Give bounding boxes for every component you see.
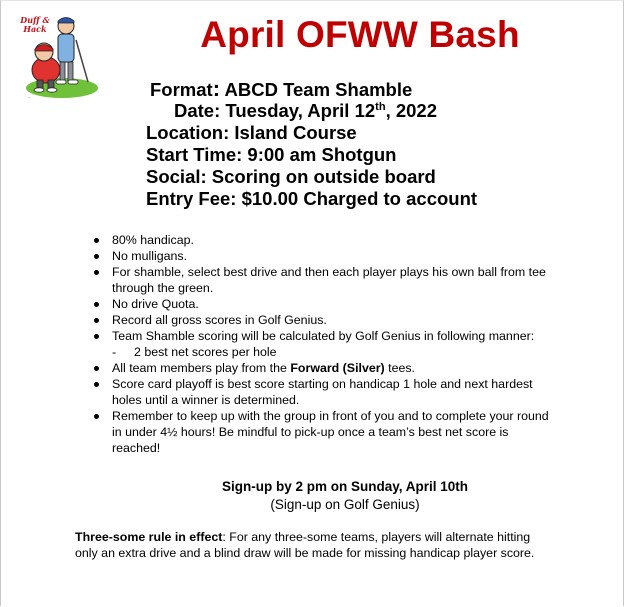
threesome-rule-label: Three-some rule in effect — [75, 530, 223, 544]
format-value: ABCD Team Shamble — [224, 79, 413, 100]
location-line: Location: Island Course — [146, 122, 357, 143]
sub-item-text: 2 best net scores per hole — [134, 345, 277, 359]
date-year: , 2022 — [385, 100, 437, 121]
signup-block — [150, 478, 540, 514]
social-line: Social: Scoring on outside board — [146, 166, 436, 187]
list-item: No mulligans. — [90, 248, 550, 264]
tee-color: Forward (Silver) — [290, 361, 385, 375]
start-time-line: Start Time: 9:00 am Shotgun — [146, 144, 397, 165]
list-item: No drive Quota. — [90, 296, 550, 312]
list-item: Record all gross scores in Golf Genius. — [90, 312, 550, 328]
date-text: Date: Tuesday, April 12 — [174, 100, 376, 121]
logo-text — [18, 16, 52, 34]
sub-dash: - — [112, 345, 117, 359]
svg-text:~: ~ — [28, 95, 31, 99]
format-line: Format: ABCD Team Shamble — [150, 76, 413, 101]
list-item: Remember to keep up with the group in front of you and to complete your round in under 4½ hours! Be mindful to pick-up once a team’s best net score is reached! — [90, 408, 550, 456]
list-item: Team Shamble scoring will be calculated by Golf Genius in following manner: — [90, 328, 550, 344]
signup-note: (Sign-up on Golf Genius) — [270, 497, 420, 512]
signup-deadline: Sign-up by 2 pm on Sunday, April 10th — [221, 479, 468, 494]
threesome-rule — [75, 529, 545, 561]
duff-hack-logo — [18, 12, 102, 102]
rules-list — [90, 232, 550, 456]
entry-fee-line: Entry Fee: $10.00 Charged to account — [146, 188, 478, 209]
logo-text-line1: Duff & — [20, 15, 50, 25]
list-item: For shamble, select best drive and then each player plays his own ball from tee through the green. — [90, 264, 550, 296]
threesome-rule-text: : For any three-some teams, players will alternate hitting only an extra drive and a blind draw will be made for missing handicap player score. — [75, 530, 535, 560]
date-superscript: th — [375, 100, 386, 113]
list-item — [90, 360, 550, 376]
logo-text-line2: Hack — [23, 24, 47, 34]
format-label: Format — [150, 79, 213, 100]
list-item: Score card playoff is best score starting on handicap 1 hole and next hardest holes until a winner is determined. — [90, 376, 550, 408]
date-line — [174, 99, 437, 123]
sub-list-item — [90, 344, 550, 360]
list-item: 80% handicap. — [90, 232, 550, 248]
tee-text-end: tees. — [388, 361, 416, 375]
page-title: April OFWW Bash — [200, 14, 520, 55]
tee-text: All team members play from the — [112, 361, 287, 375]
